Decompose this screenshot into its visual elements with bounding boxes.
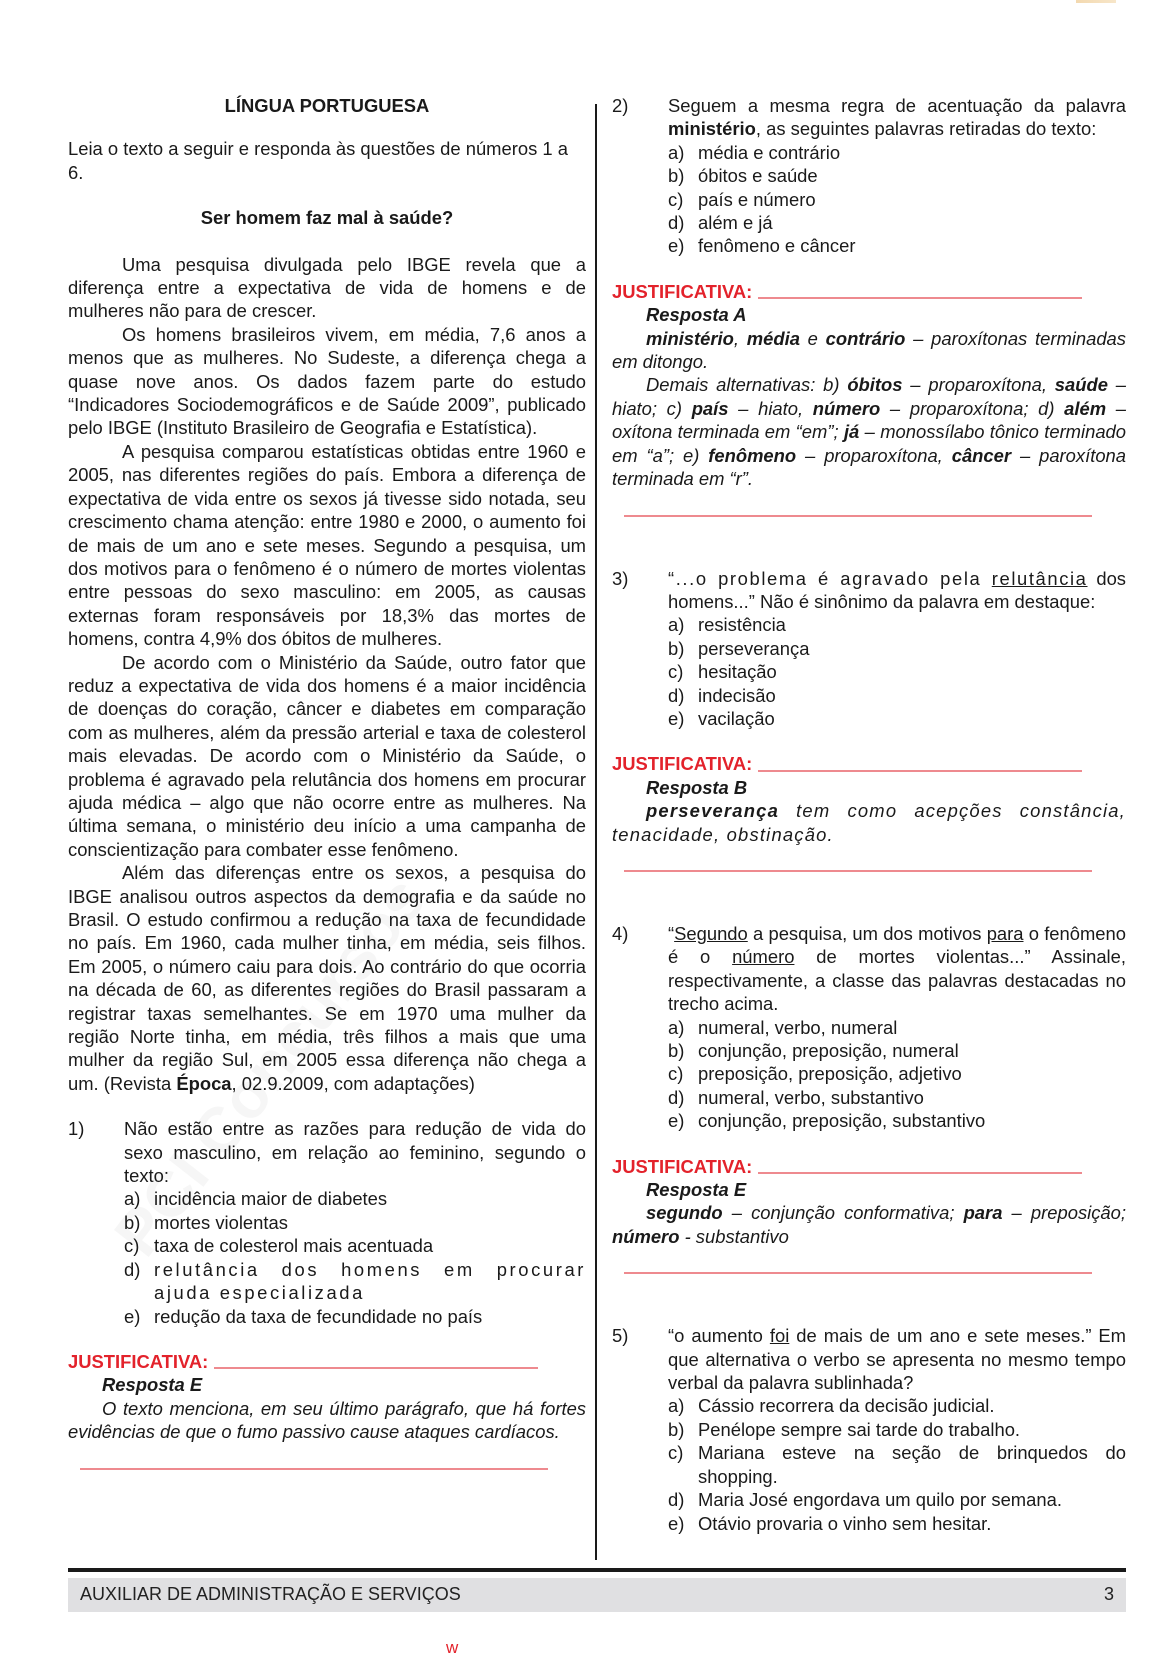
option-text: mortes violentas <box>154 1211 288 1233</box>
question-number: 4) <box>612 922 629 944</box>
stem-underlined-word: foi <box>769 1325 790 1347</box>
option-b[interactable] <box>668 637 1126 660</box>
option-a[interactable] <box>668 1394 1126 1417</box>
option-letter: d) <box>668 212 685 234</box>
text: – monossílabo tônico terminado em “a”; e) <box>612 421 1127 466</box>
option-letter: a) <box>124 1188 141 1210</box>
text: de mais de um ano e sete meses.” Em que alternativa o verbo se apresenta no mesmo tempo verbal da palavra sublinhada? <box>668 1325 1127 1394</box>
option-d[interactable] <box>668 1488 1126 1511</box>
exam-title: AUXILIAR DE ADMINISTRAÇÃO E SERVIÇOS <box>80 1584 461 1605</box>
question-number: 3) <box>612 567 629 589</box>
text: – proparoxítona, <box>902 374 1055 396</box>
footer-rules <box>68 1568 1126 1572</box>
justification-label: JUSTIFICATIVA: <box>612 280 753 302</box>
text-title: Ser homem faz mal à saúde? <box>200 207 454 229</box>
footer-rule-thick <box>68 1568 1126 1572</box>
text: a pesquisa, um dos motivos <box>747 922 987 944</box>
option-e[interactable] <box>668 1512 1126 1535</box>
justification-end-rule <box>80 1468 548 1470</box>
bold-term: câncer <box>951 444 1012 466</box>
instruction-text: Leia o texto a seguir e responda às questões de números 1 a 6. <box>68 138 568 183</box>
option-d[interactable] <box>124 1258 586 1305</box>
option-letter: c) <box>668 1063 684 1085</box>
option-c[interactable] <box>124 1234 586 1257</box>
option-a[interactable] <box>668 613 1126 636</box>
text: – preposição; <box>1002 1202 1126 1224</box>
stem-text: Seguem a mesma regra de acentuação da palavra <box>668 95 1126 116</box>
answer-label: Resposta A <box>646 304 747 326</box>
question-number: 1) <box>68 1118 85 1140</box>
option-a[interactable] <box>124 1187 586 1210</box>
option-text: vacilação <box>698 707 775 729</box>
text: – proparoxítona, <box>796 444 952 466</box>
question-5 <box>612 1324 1126 1535</box>
bold-term: número <box>812 397 881 419</box>
option-text: numeral, verbo, numeral <box>698 1016 898 1038</box>
option-text: incidência maior de diabetes <box>154 1188 388 1210</box>
option-text: taxa de colesterol mais acentuada <box>154 1235 434 1257</box>
answer-label: Resposta B <box>646 776 748 798</box>
justification-heading <box>612 752 1126 775</box>
bold-term: contrário <box>825 327 906 349</box>
reading-text <box>68 253 586 1096</box>
justification-label: JUSTIFICATIVA: <box>612 753 753 775</box>
text: , <box>733 327 747 349</box>
option-letter: a) <box>668 1016 685 1038</box>
options-list <box>124 1187 586 1327</box>
stem-text: dos homens...” Não é sinônimo da palavra em destaque: <box>668 567 1126 612</box>
question-stem <box>668 1324 1126 1394</box>
text: – hiato, <box>728 397 813 419</box>
text-paragraph-body: Além das diferenças entre os sexos, a pesquisa do IBGE analisou outros aspectos da demografia e da saúde no Brasil. O estudo confirmou a redução na taxa de fecundidade no país. Em 1960, cada mulher tinha, em média, seis filhos. Em 2005, o número caiu para dois. Ao contrário do que ocorria na década de 60, as diferentes regiões do Brasil passaram a registrar taxas semelhantes. Se em 1970 uma mulher da região Norte tinha, em média, três filhos a mais que uma mulher da região Sul, em 2005 essa diferença não chega a um. (Revista <box>68 862 586 1094</box>
bold-term: segundo <box>646 1202 723 1224</box>
option-text: Penélope sempre sai tarde do trabalho. <box>698 1418 1021 1440</box>
justification-heading <box>68 1350 586 1373</box>
option-letter: c) <box>668 661 684 683</box>
option-letter: b) <box>124 1211 141 1233</box>
text: – proparoxítona; d) <box>880 397 1065 419</box>
option-letter: d) <box>668 1489 685 1511</box>
section-title: LÍNGUA PORTUGUESA <box>224 95 430 116</box>
question-stem <box>668 94 1126 141</box>
option-text: conjunção, preposição, numeral <box>698 1040 959 1061</box>
option-e[interactable] <box>668 234 1126 257</box>
option-d[interactable] <box>668 1086 1126 1109</box>
options-list <box>668 141 1126 258</box>
option-e[interactable] <box>668 707 1126 730</box>
option-text: numeral, verbo, substantivo <box>698 1086 924 1108</box>
option-text: óbitos e saúde <box>698 165 818 187</box>
text: – paroxítonas terminadas em ditongo. <box>612 327 1126 373</box>
option-a[interactable] <box>668 141 1126 164</box>
right-column <box>612 94 1126 1535</box>
stem-underlined-word: para <box>986 922 1024 944</box>
justification-rule <box>758 1172 1082 1174</box>
option-letter: e) <box>668 1110 685 1132</box>
option-text: Mariana esteve na seção de brinquedos do shopping. <box>698 1442 1126 1487</box>
text: – hiato; c) <box>612 374 1126 419</box>
option-text: conjunção, preposição, substantivo <box>698 1110 986 1132</box>
option-b[interactable] <box>668 164 1126 187</box>
option-letter: c) <box>668 188 684 210</box>
option-e[interactable] <box>124 1305 586 1328</box>
option-letter: e) <box>668 707 685 729</box>
stem-text: , as seguintes palavras retiradas do texto: <box>755 118 1097 140</box>
option-text: fenômeno e câncer <box>698 235 856 257</box>
option-d[interactable] <box>668 211 1126 234</box>
text: o fenômeno é o <box>668 922 1126 968</box>
option-a[interactable] <box>668 1016 1126 1039</box>
text: – conjunção conformativa; <box>722 1202 964 1224</box>
text: “o aumento <box>668 1325 770 1347</box>
justification-heading <box>612 1155 1126 1178</box>
option-b[interactable] <box>668 1039 1126 1062</box>
options-list <box>668 1016 1126 1133</box>
question-1 <box>68 1117 586 1469</box>
text: – oxítona terminada em “em”; <box>612 397 1126 443</box>
stem-underlined-word: Segundo <box>674 922 748 944</box>
text-paragraph: De acordo com o Ministério da Saúde, outro fator que reduz a expectativa de vida dos homens é a maior incidência de doenças do coração, câncer e diabetes em comparação com as mulheres, além da pressão arterial e taxa de colesterol mais elevadas. De acordo com o Ministério da Saúde, o problema é agravado pela relutância dos homens em procurar ajuda médica – algo que não ocorre entre as mulheres. Na última semana, o ministério deu início a uma campanha de conscientização para combater esse fenômeno. <box>68 651 586 860</box>
bold-term: além <box>1064 397 1107 419</box>
justification-rule <box>758 297 1082 299</box>
text-paragraph: Os homens brasileiros vivem, em média, 7,6 anos a menos que as mulheres. No Sudeste, a diferença chega a quase nove anos. Os dados fazem parte do estudo “Indicadores Sociodemográficos e de Saúde 2009”, publicado pelo IBGE (Instituto Brasileiro de Geografia e Estatística). <box>68 323 586 439</box>
source-details: , 02.9.2009, com adaptações) <box>231 1072 475 1094</box>
question-number: 2) <box>612 95 629 116</box>
question-2 <box>612 94 1126 517</box>
question-number: 5) <box>612 1325 629 1347</box>
option-b[interactable] <box>124 1211 586 1234</box>
page-number: 3 <box>1103 1584 1114 1605</box>
option-letter: c) <box>124 1235 140 1257</box>
bold-term: já <box>843 421 860 443</box>
question-4 <box>612 922 1126 1274</box>
text-paragraph <box>68 861 586 1095</box>
option-letter: e) <box>668 1512 685 1534</box>
stem-text: “...o problema é agravado pela <box>668 567 992 589</box>
bold-term: número <box>612 1225 680 1247</box>
option-c[interactable] <box>668 1441 1126 1488</box>
option-letter: a) <box>668 614 685 636</box>
option-text: país e número <box>698 188 816 210</box>
question-stem: Não estão entre as razões para redução de vida do sexo masculino, em relação ao feminino, segundo o texto: <box>124 1118 586 1187</box>
option-letter: a) <box>668 141 685 163</box>
stem-underlined-word: número <box>732 946 795 968</box>
option-text: resistência <box>698 614 786 636</box>
text: Demais alternativas: b) <box>646 374 848 396</box>
option-text: redução da taxa de fecundidade no país <box>154 1305 483 1327</box>
bold-term: para <box>963 1202 1003 1224</box>
footer-mark: w <box>446 1638 459 1657</box>
justification-rule <box>758 770 1082 772</box>
bold-term: saúde <box>1054 374 1108 396</box>
question-3 <box>612 567 1126 872</box>
justification-heading <box>612 280 1126 303</box>
justification-rule <box>214 1367 538 1369</box>
option-letter: e) <box>124 1305 141 1327</box>
question-stem <box>668 922 1126 1016</box>
option-text: indecisão <box>698 684 776 706</box>
text: tem como acepções constância, tenacidade, obstinação. <box>612 800 1126 845</box>
stem-underlined-word: relutância <box>991 567 1088 589</box>
option-text: preposição, preposição, adjetivo <box>698 1063 962 1085</box>
option-letter: c) <box>668 1442 684 1464</box>
question-stem <box>668 567 1126 614</box>
option-d[interactable] <box>668 684 1126 707</box>
footer-band <box>68 1578 1126 1612</box>
answer-explanation: O texto menciona, em seu último parágrafo, que há fortes evidências de que o fumo passivo cause ataques cardíacos. <box>68 1397 586 1443</box>
option-letter: b) <box>668 1418 685 1440</box>
options-list <box>668 1394 1126 1534</box>
option-letter: a) <box>668 1395 685 1417</box>
option-text: hesitação <box>698 661 777 683</box>
bold-term: fenômeno <box>708 444 797 466</box>
option-letter: d) <box>668 1086 685 1108</box>
bold-term: média <box>746 327 800 349</box>
text: “ <box>668 922 675 944</box>
option-letter: b) <box>668 1040 685 1061</box>
option-letter: d) <box>668 684 685 706</box>
text: e <box>799 327 826 349</box>
text: - substantivo <box>679 1225 789 1247</box>
answer-label: Resposta E <box>646 1179 747 1201</box>
option-text: relutância dos homens em procurar ajuda especializada <box>154 1258 586 1304</box>
option-text: média e contrário <box>698 141 841 163</box>
answer-label: Resposta E <box>102 1374 203 1396</box>
answer-explanation <box>612 799 1126 846</box>
scan-artifact <box>1076 0 1116 3</box>
justification-label: JUSTIFICATIVA: <box>612 1155 753 1177</box>
option-letter: b) <box>668 165 685 187</box>
text: de mortes violentas...” Assinale, respectivamente, a classe das palavras destacadas no trecho acima. <box>668 946 1126 1015</box>
bold-term: ministério <box>646 327 734 349</box>
bold-term: país <box>691 397 729 419</box>
option-letter: d) <box>124 1258 141 1280</box>
option-text: Maria José engordava um quilo por semana. <box>698 1489 1062 1511</box>
option-text: Otávio provaria o vinho sem hesitar. <box>698 1512 992 1534</box>
option-letter: b) <box>668 637 685 659</box>
answer-explanation-others <box>612 373 1126 490</box>
justification-label: JUSTIFICATIVA: <box>68 1350 209 1372</box>
option-text: Cássio recorrera da decisão judicial. <box>698 1395 995 1417</box>
option-e[interactable] <box>668 1109 1126 1132</box>
bold-term: óbitos <box>847 374 903 396</box>
options-list <box>668 613 1126 730</box>
source-magazine: Época <box>176 1072 232 1094</box>
stem-keyword: ministério <box>668 118 756 140</box>
option-c[interactable] <box>668 660 1126 683</box>
option-c[interactable] <box>668 1062 1126 1085</box>
answer-explanation <box>612 327 1126 374</box>
text: – paroxítona terminada em “r”. <box>612 444 1127 490</box>
left-column <box>68 94 586 1470</box>
option-letter: e) <box>668 235 685 257</box>
answer-explanation <box>612 1201 1126 1248</box>
text-paragraph: Uma pesquisa divulgada pelo IBGE revela que a diferença entre a expectativa de vida de homens e de mulheres não para de crescer. <box>68 253 586 322</box>
bold-term: perseverança <box>646 800 780 822</box>
column-divider <box>595 104 597 1560</box>
option-text: perseverança <box>698 637 810 659</box>
option-c[interactable] <box>668 188 1126 211</box>
option-text: além e já <box>698 212 773 234</box>
text-paragraph: A pesquisa comparou estatísticas obtidas entre 1960 e 2005, nas diferentes regiões do país. Embora a diferença de expectativa de vida entre os sexos já tivesse sido notada, seu crescimento chama atenção: entre 1980 e 2000, o aumento foi de mais de um ano e sete meses. Segundo a pesquisa, um dos motivos para o fenômeno é o número de mortes violentas entre pessoas do sexo masculino: em 2005, as causas externas foram responsáveis por 18,3% das mortes de homens, contra 4,9% dos óbitos de mulheres. <box>68 440 586 650</box>
option-b[interactable] <box>668 1418 1126 1441</box>
